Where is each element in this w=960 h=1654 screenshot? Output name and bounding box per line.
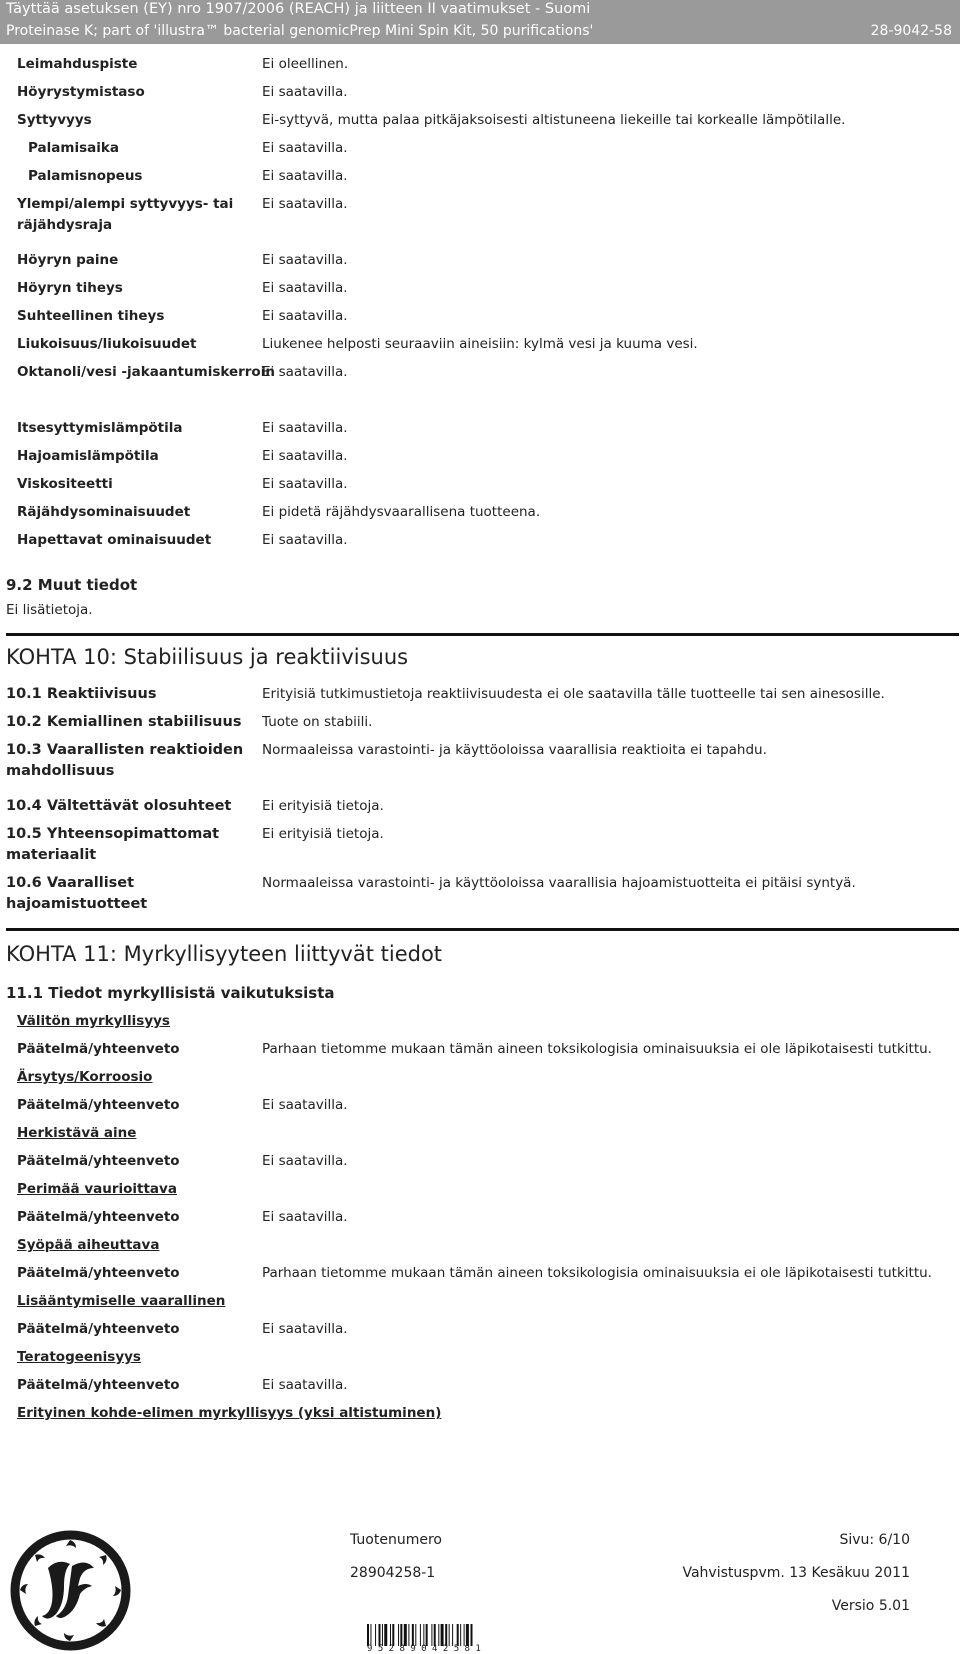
summary-value: Ei saatavilla. — [262, 1153, 348, 1169]
summary-value: Parhaan tietomme mukaan tämän aineen toksikologisia ominaisuuksia ei ole läpikotaisesti tutkittu. — [262, 1041, 932, 1057]
barcode — [367, 1624, 509, 1654]
property-label: Leimahduspiste — [17, 56, 138, 72]
toxicity-heading: Erityinen kohde-elimen myrkyllisyys (yksi altistuminen) — [17, 1405, 442, 1421]
toxicity-heading: Herkistävä aine — [17, 1125, 137, 1141]
property-value: Ei saatavilla. — [262, 476, 348, 492]
property-label: Höyrystymistaso — [17, 84, 145, 100]
property-label: Itsesyttymislämpötila — [17, 420, 183, 436]
section-9-2-text: Ei lisätietoja. — [6, 602, 93, 618]
stability-value: Erityisiä tutkimustietoja reaktiivisuudesta ei ole saatavilla tälle tuotteelle tai sen ainesosille. — [262, 686, 885, 702]
summary-value: Ei saatavilla. — [262, 1097, 348, 1113]
stability-label: 10.2 Kemiallinen stabiilisuus — [6, 714, 242, 730]
regulation-title: Täyttää asetuksen (EY) nro 1907/2006 (REACH) ja liitteen II vaatimukset - Suomi — [6, 1, 591, 17]
property-value: Ei saatavilla. — [262, 168, 348, 184]
property-value: Ei saatavilla. — [262, 140, 348, 156]
toxicity-heading: Teratogeenisyys — [17, 1349, 141, 1365]
stability-value: Ei erityisiä tietoja. — [262, 826, 384, 842]
document-header — [0, 0, 960, 44]
stability-value: Normaaleissa varastointi- ja käyttöoloissa vaarallisia hajoamistuotteita ei pitäisi syntyä. — [262, 875, 856, 891]
summary-value: Parhaan tietomme mukaan tämän aineen toksikologisia ominaisuuksia ei ole läpikotaisesti tutkittu. — [262, 1265, 932, 1281]
stability-label: 10.1 Reaktiivisuus — [6, 686, 157, 702]
toxicity-heading: Ärsytys/Korroosio — [17, 1069, 153, 1085]
barcode-digits: 9 5 2 8 9 0 4 2 5 8 1 — [367, 1644, 481, 1654]
stability-label: 10.3 Vaarallisten reaktioiden — [6, 742, 244, 758]
summary-label: Päätelmä/yhteenveto — [17, 1321, 180, 1337]
summary-label: Päätelmä/yhteenveto — [17, 1265, 180, 1281]
property-label: Oktanoli/vesi -jakaantumiskerroin — [17, 364, 275, 380]
property-label: Palamisaika — [28, 140, 119, 156]
stability-label-continued: mahdollisuus — [6, 763, 115, 779]
property-value: Ei saatavilla. — [262, 308, 348, 324]
property-label: Liukoisuus/liukoisuudet — [17, 336, 197, 352]
property-value: Ei saatavilla. — [262, 448, 348, 464]
toxicity-heading: Syöpää aiheuttava — [17, 1237, 160, 1253]
validation-date: Vahvistuspvm. 13 Kesäkuu 2011 — [682, 1565, 910, 1581]
property-label: Viskositeetti — [17, 476, 113, 492]
barcode-bars — [367, 1624, 509, 1646]
product-number: 28904258-1 — [350, 1565, 436, 1581]
stability-label-continued: hajoamistuotteet — [6, 896, 148, 912]
summary-label: Päätelmä/yhteenveto — [17, 1377, 180, 1393]
property-label: Hapettavat ominaisuudet — [17, 532, 212, 548]
company-logo — [8, 1528, 133, 1653]
stability-value: Ei erityisiä tietoja. — [262, 798, 384, 814]
summary-value: Ei saatavilla. — [262, 1321, 348, 1337]
property-value: Ei saatavilla. — [262, 280, 348, 296]
stability-label: 10.6 Vaaralliset — [6, 875, 135, 891]
section-11-title: KOHTA 11: Myrkyllisyyteen liittyvät tiedot — [6, 942, 443, 966]
stability-label: 10.5 Yhteensopimattomat — [6, 826, 220, 842]
summary-value: Ei saatavilla. — [262, 1377, 348, 1393]
summary-value: Ei saatavilla. — [262, 1209, 348, 1225]
property-label: Syttyvyys — [17, 112, 92, 128]
summary-label: Päätelmä/yhteenveto — [17, 1097, 180, 1113]
property-value: Ei saatavilla. — [262, 84, 348, 100]
toxicity-heading: Perimää vaurioittava — [17, 1181, 177, 1197]
property-label-continued: räjähdysraja — [17, 217, 113, 233]
property-label: Ylempi/alempi syttyvyys- tai — [17, 196, 234, 212]
page-number: Sivu: 6/10 — [839, 1532, 910, 1548]
property-value: Ei saatavilla. — [262, 420, 348, 436]
stability-label: 10.4 Vältettävät olosuhteet — [6, 798, 232, 814]
toxicity-heading: Lisääntymiselle vaarallinen — [17, 1293, 226, 1309]
property-label: Palamisnopeus — [28, 168, 143, 184]
property-label: Räjähdysominaisuudet — [17, 504, 191, 520]
section-divider — [6, 633, 959, 636]
property-label: Höyryn paine — [17, 252, 119, 268]
summary-label: Päätelmä/yhteenveto — [17, 1153, 180, 1169]
section-10-title: KOHTA 10: Stabiilisuus ja reaktiivisuus — [6, 645, 409, 669]
summary-label: Päätelmä/yhteenveto — [17, 1209, 180, 1225]
section-11-1-heading: 11.1 Tiedot myrkyllisistä vaikutuksista — [6, 984, 335, 1002]
stability-value: Tuote on stabiili. — [262, 714, 373, 730]
property-value: Ei saatavilla. — [262, 252, 348, 268]
property-value: Liukenee helposti seuraaviin aineisiin: kylmä vesi ja kuuma vesi. — [262, 336, 698, 352]
product-code: 28-9042-58 — [870, 23, 952, 39]
property-value: Ei-syttyvä, mutta palaa pitkäjaksoisesti altistuneena liekeille tai korkealle lämpötilalle. — [262, 112, 846, 128]
property-value: Ei oleellinen. — [262, 56, 349, 72]
property-label: Höyryn tiheys — [17, 280, 123, 296]
property-value: Ei saatavilla. — [262, 532, 348, 548]
property-label: Hajoamislämpötila — [17, 448, 159, 464]
toxicity-heading: Välitön myrkyllisyys — [17, 1013, 170, 1029]
stability-value: Normaaleissa varastointi- ja käyttöoloissa vaarallisia reaktioita ei tapahdu. — [262, 742, 767, 758]
property-label: Suhteellinen tiheys — [17, 308, 165, 324]
property-value: Ei pidetä räjähdysvaarallisena tuotteena. — [262, 504, 541, 520]
section-divider — [6, 928, 959, 931]
product-title: Proteinase K; part of 'illustra™ bacterial genomicPrep Mini Spin Kit, 50 purifications' — [6, 23, 594, 39]
property-value: Ei saatavilla. — [262, 364, 348, 380]
summary-label: Päätelmä/yhteenveto — [17, 1041, 180, 1057]
version-number: Versio 5.01 — [831, 1598, 910, 1614]
property-value: Ei saatavilla. — [262, 196, 348, 212]
section-9-2-heading: 9.2 Muut tiedot — [6, 576, 138, 594]
stability-label-continued: materiaalit — [6, 847, 97, 863]
product-number-label: Tuotenumero — [350, 1532, 442, 1548]
